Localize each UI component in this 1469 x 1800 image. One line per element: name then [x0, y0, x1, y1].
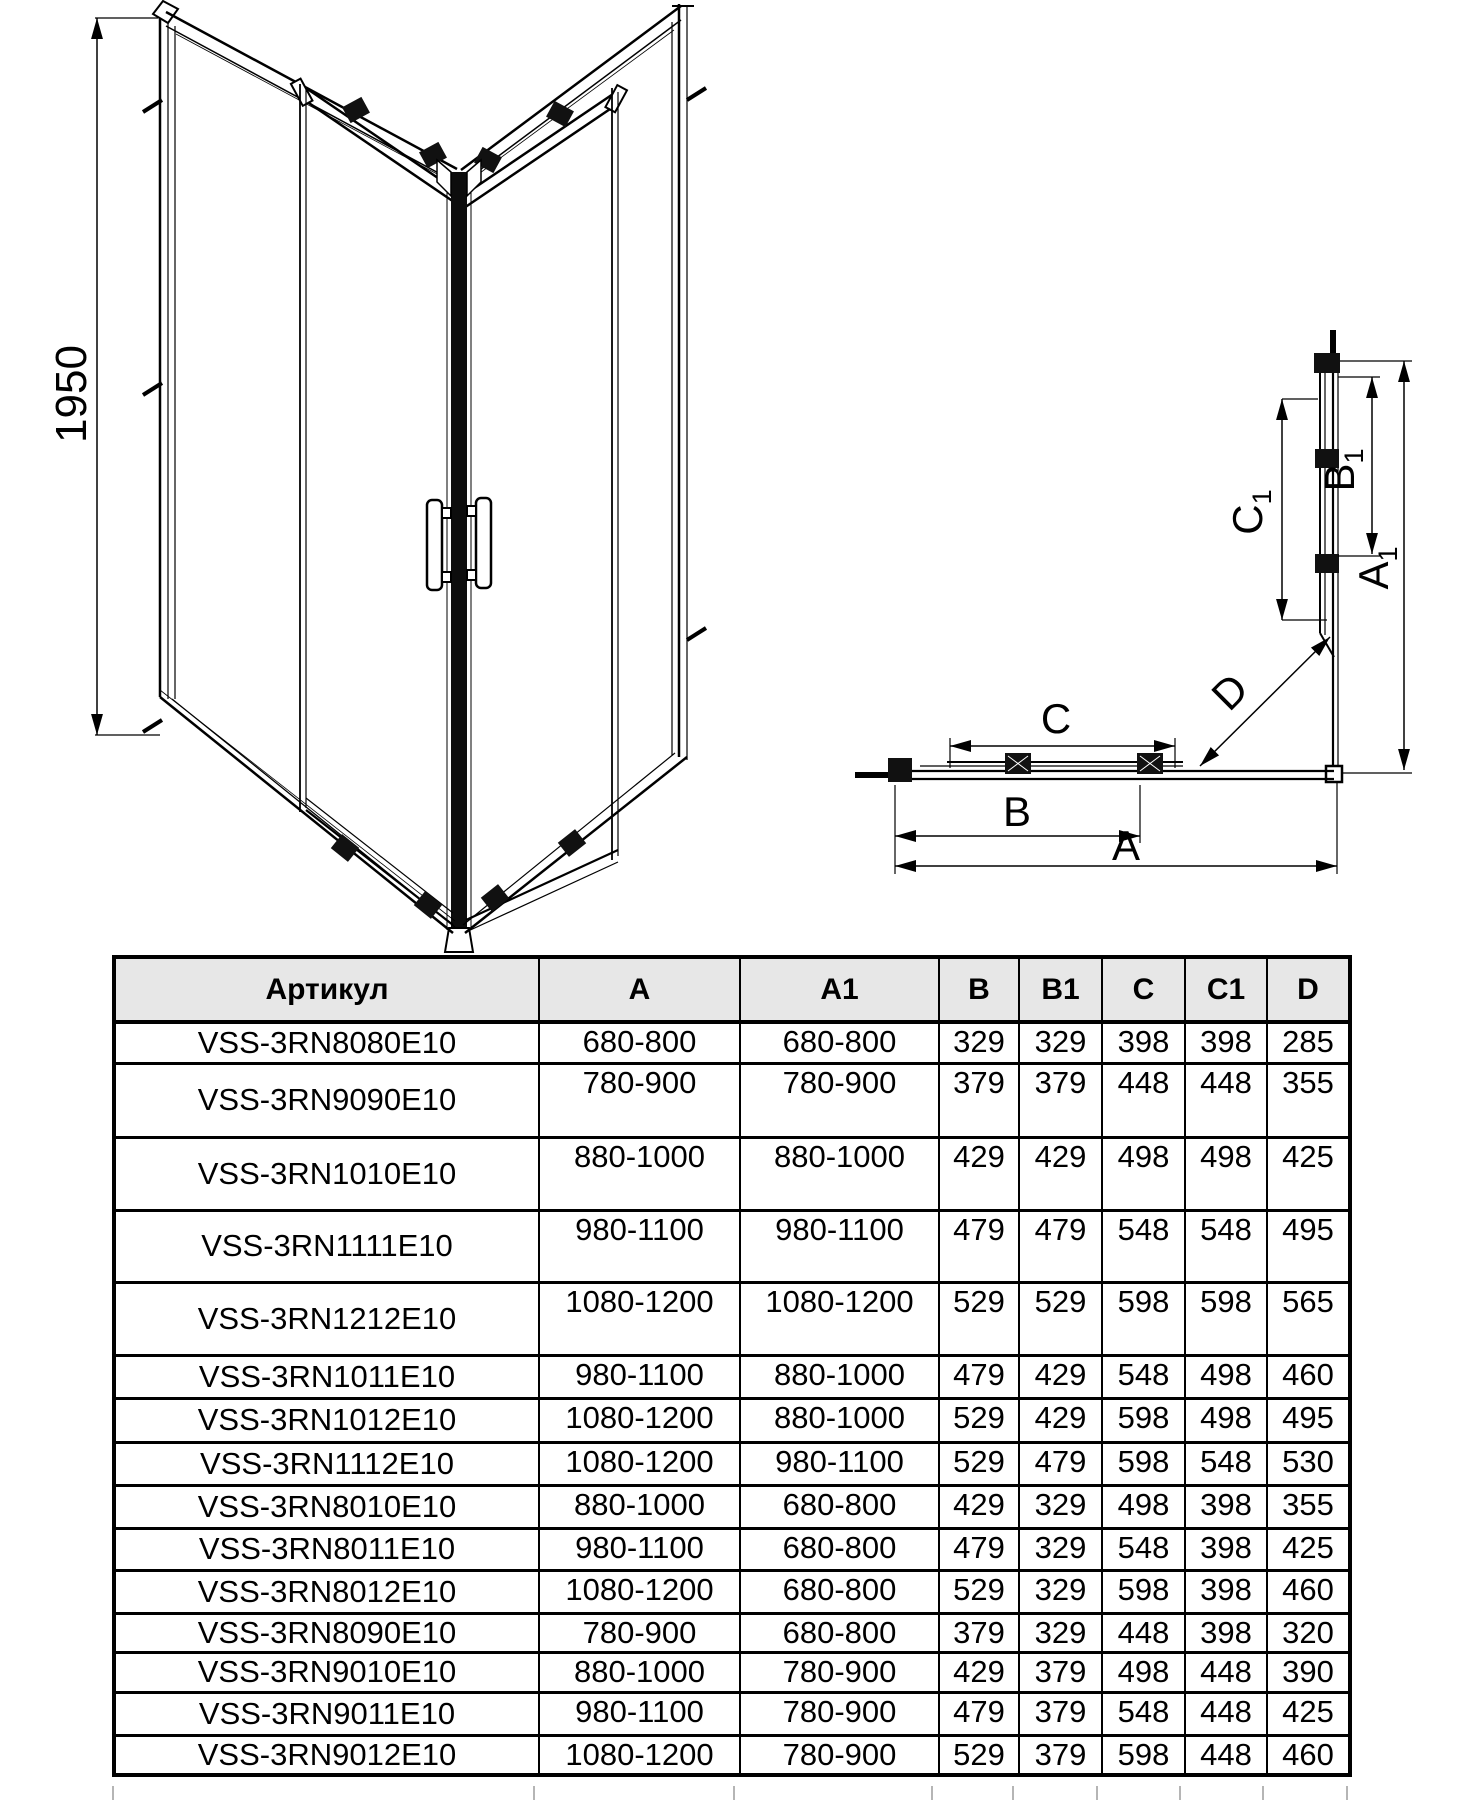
value-cell-b1: 529 — [1019, 1282, 1102, 1355]
value-cell-c: 498 — [1102, 1485, 1185, 1528]
column-header-a: A — [539, 957, 740, 1022]
value-cell-d: 390 — [1267, 1652, 1350, 1692]
dim-label-c: C — [1040, 695, 1072, 742]
column-header-b: B — [939, 957, 1019, 1022]
value-cell-a: 980-1100 — [539, 1210, 740, 1282]
value-cell-b: 429 — [939, 1652, 1019, 1692]
value-cell-a1: 780-900 — [740, 1735, 939, 1775]
value-cell-d: 425 — [1267, 1692, 1350, 1735]
value-cell-b1: 379 — [1019, 1063, 1102, 1137]
value-cell-b1: 329 — [1019, 1022, 1102, 1063]
value-cell-c1: 398 — [1185, 1613, 1267, 1652]
value-cell-d: 460 — [1267, 1355, 1350, 1398]
value-cell-d: 460 — [1267, 1570, 1350, 1613]
table-row — [114, 1282, 1350, 1355]
value-cell-c: 598 — [1102, 1282, 1185, 1355]
value-cell-c1: 448 — [1185, 1652, 1267, 1692]
value-cell-c: 448 — [1102, 1063, 1185, 1137]
article-cell: VSS-3RN1011E10 — [114, 1355, 539, 1398]
value-cell-c1: 448 — [1185, 1063, 1267, 1137]
table-row — [114, 1210, 1350, 1282]
spec-table — [112, 955, 1352, 1777]
table-row — [114, 1063, 1350, 1137]
value-cell-d: 285 — [1267, 1022, 1350, 1063]
value-cell-d: 320 — [1267, 1613, 1350, 1652]
value-cell-a: 1080-1200 — [539, 1570, 740, 1613]
article-cell: VSS-3RN1012E10 — [114, 1398, 539, 1442]
value-cell-a: 980-1100 — [539, 1528, 740, 1570]
value-cell-b: 529 — [939, 1735, 1019, 1775]
value-cell-c: 598 — [1102, 1398, 1185, 1442]
table-row — [114, 1442, 1350, 1485]
value-cell-b: 379 — [939, 1613, 1019, 1652]
column-header-b1: B1 — [1019, 957, 1102, 1022]
value-cell-d: 495 — [1267, 1398, 1350, 1442]
value-cell-a1: 880-1000 — [740, 1398, 939, 1442]
dim-label-c1: $C_1$ — [1224, 489, 1277, 535]
value-cell-a: 880-1000 — [539, 1137, 740, 1210]
table-row — [114, 1570, 1350, 1613]
article-cell: VSS-3RN9012E10 — [114, 1735, 539, 1775]
value-cell-a1: 780-900 — [740, 1692, 939, 1735]
value-cell-a: 1080-1200 — [539, 1735, 740, 1775]
value-cell-c1: 448 — [1185, 1735, 1267, 1775]
table-row — [114, 1022, 1350, 1063]
table-row — [114, 1485, 1350, 1528]
value-cell-b1: 379 — [1019, 1652, 1102, 1692]
value-cell-b: 529 — [939, 1282, 1019, 1355]
value-cell-a: 780-900 — [539, 1063, 740, 1137]
value-cell-d: 565 — [1267, 1282, 1350, 1355]
value-cell-c: 598 — [1102, 1570, 1185, 1613]
height-dimension — [95, 18, 160, 735]
table-row — [114, 1735, 1350, 1775]
value-cell-b: 479 — [939, 1528, 1019, 1570]
value-cell-b: 529 — [939, 1570, 1019, 1613]
value-cell-a1: 780-900 — [740, 1063, 939, 1137]
value-cell-b1: 379 — [1019, 1692, 1102, 1735]
value-cell-d: 355 — [1267, 1485, 1350, 1528]
value-cell-a1: 680-800 — [740, 1485, 939, 1528]
value-cell-c1: 548 — [1185, 1210, 1267, 1282]
value-cell-a1: 680-800 — [740, 1022, 939, 1063]
value-cell-d: 530 — [1267, 1442, 1350, 1485]
value-cell-c: 548 — [1102, 1355, 1185, 1398]
value-cell-c1: 598 — [1185, 1282, 1267, 1355]
table-row — [114, 1355, 1350, 1398]
table-row — [114, 1652, 1350, 1692]
value-cell-c1: 448 — [1185, 1692, 1267, 1735]
value-cell-b1: 429 — [1019, 1355, 1102, 1398]
article-cell: VSS-3RN1010E10 — [114, 1137, 539, 1210]
value-cell-d: 355 — [1267, 1063, 1350, 1137]
value-cell-b1: 379 — [1019, 1735, 1102, 1775]
value-cell-a1: 880-1000 — [740, 1137, 939, 1210]
value-cell-b1: 479 — [1019, 1442, 1102, 1485]
article-cell: VSS-3RN8090E10 — [114, 1613, 539, 1652]
value-cell-c: 548 — [1102, 1528, 1185, 1570]
value-cell-c1: 398 — [1185, 1528, 1267, 1570]
value-cell-a: 880-1000 — [539, 1485, 740, 1528]
value-cell-c: 498 — [1102, 1652, 1185, 1692]
value-cell-b: 429 — [939, 1485, 1019, 1528]
value-cell-b: 479 — [939, 1692, 1019, 1735]
value-cell-b: 479 — [939, 1210, 1019, 1282]
article-cell: VSS-3RN9090E10 — [114, 1063, 539, 1137]
article-cell: VSS-3RN9011E10 — [114, 1692, 539, 1735]
article-cell: VSS-3RN8012E10 — [114, 1570, 539, 1613]
value-cell-b: 529 — [939, 1442, 1019, 1485]
column-header-c1: C1 — [1185, 957, 1267, 1022]
cutoff-empty-row — [112, 1786, 1348, 1800]
value-cell-b1: 429 — [1019, 1398, 1102, 1442]
table-row — [114, 1398, 1350, 1442]
value-cell-a1: 980-1100 — [740, 1210, 939, 1282]
dim-label-a: A — [1111, 822, 1141, 869]
value-cell-c: 498 — [1102, 1137, 1185, 1210]
value-cell-d: 495 — [1267, 1210, 1350, 1282]
article-cell: VSS-3RN8010E10 — [114, 1485, 539, 1528]
spec-table-body — [114, 1022, 1350, 1775]
value-cell-a1: 1080-1200 — [740, 1282, 939, 1355]
value-cell-b1: 479 — [1019, 1210, 1102, 1282]
value-cell-c: 448 — [1102, 1613, 1185, 1652]
value-cell-a: 1080-1200 — [539, 1442, 740, 1485]
dim-label-b1: $B_1$ — [1316, 448, 1369, 492]
value-cell-b: 479 — [939, 1355, 1019, 1398]
value-cell-a: 980-1100 — [539, 1692, 740, 1735]
dim-label-a1: $A_1$ — [1350, 546, 1403, 590]
value-cell-b1: 329 — [1019, 1485, 1102, 1528]
value-cell-c1: 548 — [1185, 1442, 1267, 1485]
value-cell-a: 1080-1200 — [539, 1398, 740, 1442]
value-cell-c: 548 — [1102, 1692, 1185, 1735]
value-cell-a: 680-800 — [539, 1022, 740, 1063]
corner-post-foot — [445, 928, 473, 952]
value-cell-b: 329 — [939, 1022, 1019, 1063]
value-cell-a1: 880-1000 — [740, 1355, 939, 1398]
value-cell-b1: 329 — [1019, 1613, 1102, 1652]
value-cell-a: 980-1100 — [539, 1355, 740, 1398]
value-cell-c1: 398 — [1185, 1485, 1267, 1528]
value-cell-c1: 498 — [1185, 1398, 1267, 1442]
value-cell-b: 429 — [939, 1137, 1019, 1210]
value-cell-c1: 398 — [1185, 1022, 1267, 1063]
dim-label-d: D — [1202, 664, 1258, 720]
value-cell-b1: 329 — [1019, 1528, 1102, 1570]
value-cell-a1: 980-1100 — [740, 1442, 939, 1485]
article-cell: VSS-3RN8011E10 — [114, 1528, 539, 1570]
value-cell-d: 425 — [1267, 1137, 1350, 1210]
value-cell-a1: 780-900 — [740, 1652, 939, 1692]
value-cell-a1: 680-800 — [740, 1613, 939, 1652]
column-header-article: Артикул — [114, 957, 539, 1022]
value-cell-a1: 680-800 — [740, 1528, 939, 1570]
isometric-view — [95, 1, 706, 952]
value-cell-c1: 498 — [1185, 1355, 1267, 1398]
article-cell: VSS-3RN1111E10 — [114, 1210, 539, 1282]
dim-label-b: B — [1002, 788, 1032, 835]
top-corner-cap — [153, 1, 178, 23]
article-cell: VSS-3RN1212E10 — [114, 1282, 539, 1355]
value-cell-d: 425 — [1267, 1528, 1350, 1570]
value-cell-b: 529 — [939, 1398, 1019, 1442]
table-row — [114, 1528, 1350, 1570]
article-cell: VSS-3RN9010E10 — [114, 1652, 539, 1692]
corner-post — [451, 172, 467, 928]
table-row — [114, 1137, 1350, 1210]
table-row — [114, 1613, 1350, 1652]
value-cell-c: 598 — [1102, 1442, 1185, 1485]
column-header-d: D — [1267, 957, 1350, 1022]
value-cell-c1: 398 — [1185, 1570, 1267, 1613]
value-cell-a1: 680-800 — [740, 1570, 939, 1613]
value-cell-c: 548 — [1102, 1210, 1185, 1282]
value-cell-a: 1080-1200 — [539, 1282, 740, 1355]
value-cell-a: 880-1000 — [539, 1652, 740, 1692]
table-header-row — [114, 957, 1350, 1022]
article-cell: VSS-3RN8080E10 — [114, 1022, 539, 1063]
column-header-c: C — [1102, 957, 1185, 1022]
value-cell-b: 379 — [939, 1063, 1019, 1137]
value-cell-c: 598 — [1102, 1735, 1185, 1775]
value-cell-c1: 498 — [1185, 1137, 1267, 1210]
article-cell: VSS-3RN1112E10 — [114, 1442, 539, 1485]
dimension-label-1950: 1950 — [47, 345, 96, 443]
value-cell-a: 780-900 — [539, 1613, 740, 1652]
value-cell-c: 398 — [1102, 1022, 1185, 1063]
value-cell-b1: 429 — [1019, 1137, 1102, 1210]
value-cell-d: 460 — [1267, 1735, 1350, 1775]
plan-view — [855, 330, 1412, 874]
value-cell-b1: 329 — [1019, 1570, 1102, 1613]
column-header-a1: A1 — [740, 957, 939, 1022]
table-row — [114, 1692, 1350, 1735]
